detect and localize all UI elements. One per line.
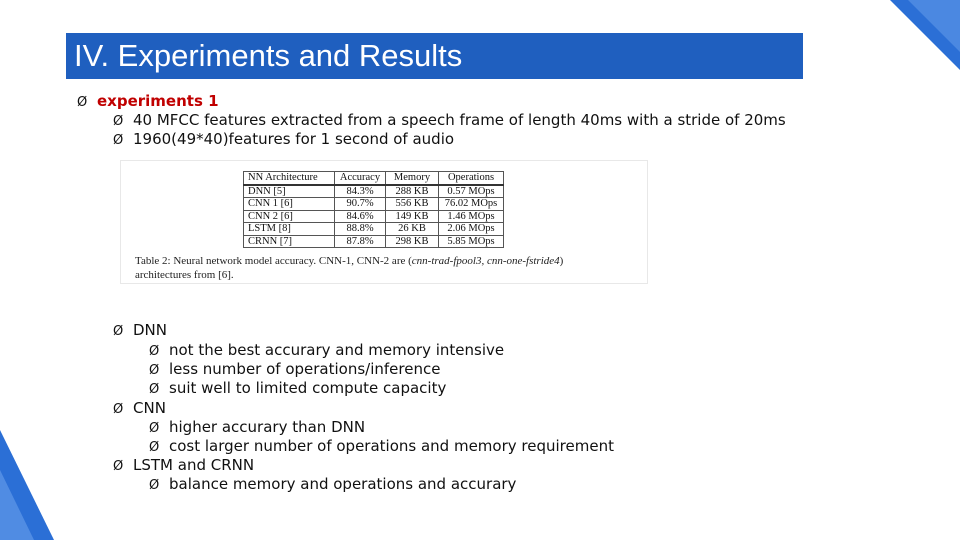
arrow-bullet-icon: Ø xyxy=(149,363,160,378)
table-cell: CRNN [7] xyxy=(244,235,335,248)
analysis-label: CNN xyxy=(133,399,166,417)
sub-bullet-text: 40 MFCC features extracted from a speech frame of length 40ms with a stride of 20ms xyxy=(133,111,786,129)
analysis-point xyxy=(149,418,365,438)
table-cell: 84.6% xyxy=(335,210,386,223)
arrow-bullet-icon: Ø xyxy=(113,114,124,129)
slide-title: IV. Experiments and Results xyxy=(66,33,803,79)
arrow-bullet-icon: Ø xyxy=(149,440,160,455)
analysis-group-label xyxy=(113,399,166,419)
arrow-bullet-icon: Ø xyxy=(149,421,160,436)
table-caption xyxy=(135,254,645,282)
arrow-bullet-icon: Ø xyxy=(149,478,160,493)
table-cell: 149 KB xyxy=(386,210,439,223)
table-row xyxy=(244,198,504,211)
analysis-text: not the best accurary and memory intensive xyxy=(169,341,505,359)
table-cell: 90.7% xyxy=(335,198,386,211)
arrow-bullet-icon: Ø xyxy=(113,459,124,474)
table-cell: 76.02 MOps xyxy=(439,198,504,211)
table-row xyxy=(244,210,504,223)
analysis-label: LSTM and CRNN xyxy=(133,456,255,474)
table-cell: DNN [5] xyxy=(244,185,335,198)
table-cell: 1.46 MOps xyxy=(439,210,504,223)
table-cell: CNN 1 [6] xyxy=(244,198,335,211)
heading-text: experiments 1 xyxy=(97,92,219,110)
table-row xyxy=(244,223,504,236)
analysis-point xyxy=(149,379,446,399)
analysis-text: balance memory and operations and accurary xyxy=(169,475,517,493)
decor-bottom-left xyxy=(0,430,54,540)
results-table xyxy=(243,171,504,248)
table-cell: 0.57 MOps xyxy=(439,185,504,198)
decor-top-right xyxy=(890,0,960,70)
table-header: NN Architecture xyxy=(244,172,335,185)
arrow-bullet-icon: Ø xyxy=(113,133,124,148)
caption-label: Table 2: xyxy=(135,255,171,267)
heading-bullet xyxy=(77,92,219,112)
analysis-text: less number of operations/inference xyxy=(169,360,441,378)
analysis-text: suit well to limited compute capacity xyxy=(169,379,447,397)
caption-text: Neural network model accuracy. CNN-1, CNN-2 are ( xyxy=(173,255,412,267)
arrow-bullet-icon: Ø xyxy=(113,402,124,417)
arrow-bullet-icon: Ø xyxy=(77,95,88,110)
analysis-point xyxy=(149,360,440,380)
analysis-label: DNN xyxy=(133,321,167,339)
arrow-bullet-icon: Ø xyxy=(149,382,160,397)
table-header: Memory xyxy=(386,172,439,185)
table-header: Accuracy xyxy=(335,172,386,185)
results-table-figure xyxy=(120,160,648,284)
analysis-point xyxy=(149,437,614,457)
table-cell: LSTM [8] xyxy=(244,223,335,236)
table-cell: 298 KB xyxy=(386,235,439,248)
table-cell: 5.85 MOps xyxy=(439,235,504,248)
arrow-bullet-icon: Ø xyxy=(113,324,124,339)
table-cell: 88.8% xyxy=(335,223,386,236)
analysis-text: cost larger number of operations and memory requirement xyxy=(169,437,614,455)
table-cell: 2.06 MOps xyxy=(439,223,504,236)
table-cell: 84.3% xyxy=(335,185,386,198)
table-cell: 87.8% xyxy=(335,235,386,248)
table-cell: 556 KB xyxy=(386,198,439,211)
sub-bullet-text: 1960(49*40)features for 1 second of audio xyxy=(133,130,455,148)
table-row xyxy=(244,235,504,248)
sub-bullet xyxy=(113,111,786,131)
sub-bullet xyxy=(113,130,454,150)
analysis-point xyxy=(149,475,516,495)
table-cell: CNN 2 [6] xyxy=(244,210,335,223)
table-header: Operations xyxy=(439,172,504,185)
table-row xyxy=(244,185,504,198)
caption-end: ) xyxy=(559,255,564,267)
analysis-point xyxy=(149,341,504,361)
analysis-group-label xyxy=(113,456,254,476)
table-cell: 26 KB xyxy=(386,223,439,236)
arrow-bullet-icon: Ø xyxy=(149,344,160,359)
table-header-row xyxy=(244,172,504,185)
analysis-text: higher accurary than DNN xyxy=(169,418,366,436)
caption-line2: architectures from [6]. xyxy=(135,269,234,281)
analysis-group-label xyxy=(113,321,167,341)
table-cell: 288 KB xyxy=(386,185,439,198)
caption-italic: cnn-trad-fpool3, cnn-one-fstride4 xyxy=(411,255,560,267)
